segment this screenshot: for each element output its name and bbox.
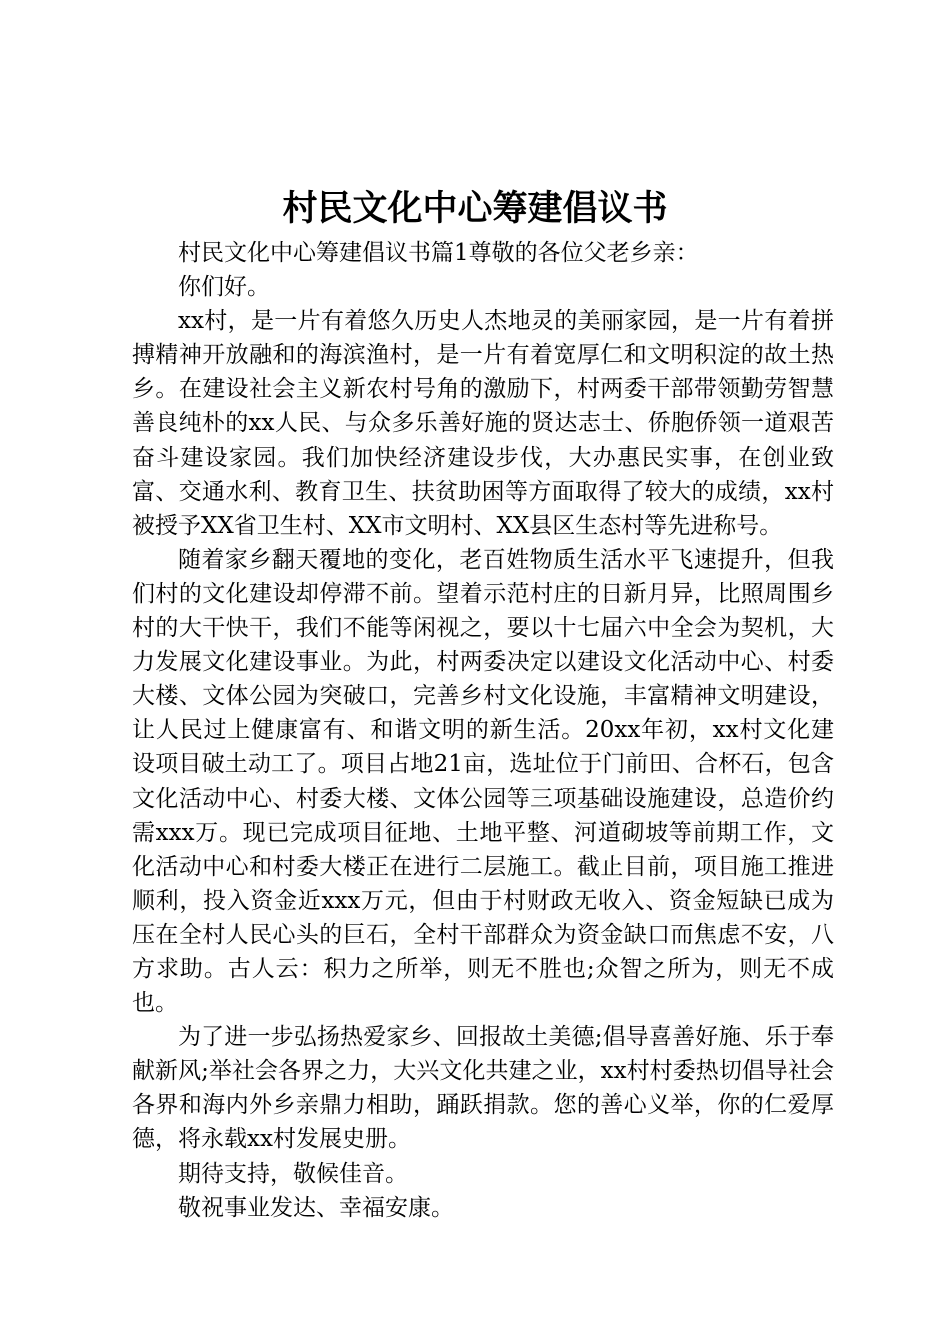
body-paragraph-village: xx村，是一片有着悠久历史人杰地灵的美丽家园，是一片有着拼搏精神开放融和的海滨渔村，是一片有着宽厚仁和文明积淀的故土热乡。在建设社会主义新农村号角的激励下，村两委干部带领勤劳智慧善良纯朴的xx人民、与众多乐善好施的贤达志士、侨胞侨领一道艰苦奋斗建设家园。我们加快经济建设步伐，大办惠民实事，在创业致富、交通水利、教育卫生、扶贫助困等方面取得了较大的成绩，xx村被授予XX省卫生村、XX市文明村、XX县区生态村等先进称号。 — [132, 308, 834, 539]
document-body — [132, 236, 834, 1225]
greeting-line: 你们好。 — [178, 274, 270, 301]
closing-wish-line: 敬祝事业发达、幸福安康。 — [178, 1194, 454, 1221]
document-title: 村民文化中心筹建倡议书 — [282, 188, 668, 229]
body-paragraph-project: 随着家乡翻天覆地的变化，老百姓物质生活水平飞速提升，但我们村的文化建设却停滞不前。望着示范村庄的日新月异，比照周围乡村的大干快干，我们不能等闲视之，要以十七届六中全会为契机，大力发展文化建设事业。为此，村两委决定以建设文化活动中心、村委大楼、文体公园为突破口，完善乡村文化设施，丰富精神文明建设，让人民过上健康富有、和谐文明的新生活。20xx年初，xx村文化建设项目破土动工了。项目占地21亩，选址位于门前田、合杯石，包含文化活动中心、村委大楼、文体公园等三项基础设施建设，总造价约需xxx万。现已完成项目征地、土地平整、河道砌坡等前期工作，文化活动中心和村委大楼正在进行二层施工。截止目前，项目施工推进顺利，投入资金近xxx万元，但由于村财政无收入、资金短缺已成为压在全村人民心头的巨石，全村干部群众为资金缺口而焦虑不安，八方求助。古人云：积力之所举，则无不胜也;众智之所为，则无不成也。 — [132, 546, 834, 1017]
body-paragraph-appeal: 为了进一步弘扬热爱家乡、回报故土美德;倡导喜善好施、乐于奉献新风;举社会各界之力，大兴文化共建之业，xx村村委热切倡导社会各界和海内外乡亲鼎力相助，踊跃捐款。您的善心义举，你的仁爱厚德，将永载xx村发展史册。 — [132, 1024, 834, 1153]
closing-line: 期待支持，敬候佳音。 — [178, 1160, 408, 1187]
salutation-line: 村民文化中心筹建倡议书篇1尊敬的各位父老乡亲： — [178, 240, 699, 266]
